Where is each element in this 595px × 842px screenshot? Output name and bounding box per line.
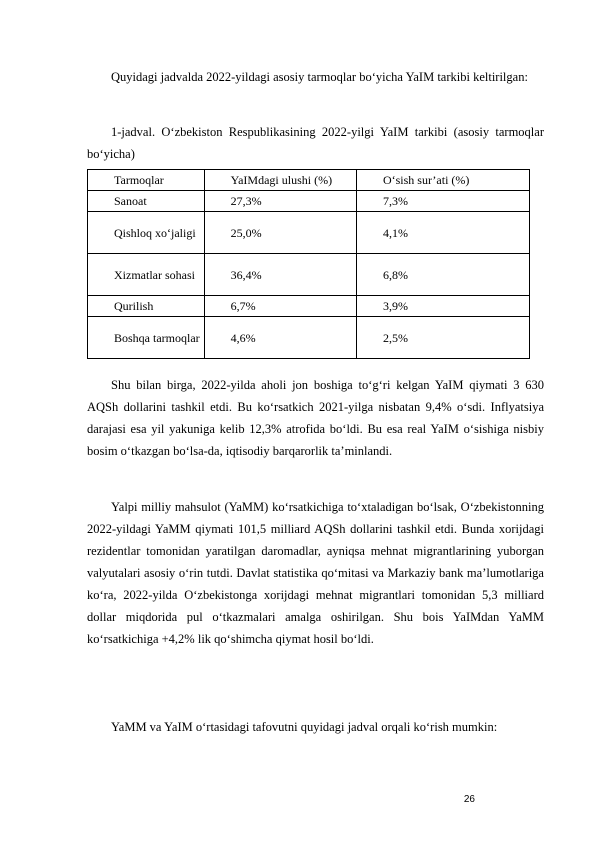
growth-cell: 7,3% xyxy=(356,191,529,212)
page-number: 26 xyxy=(463,794,475,805)
table-header-row xyxy=(88,170,530,191)
sector-cell: Boshqa tarmoqlar xyxy=(88,317,205,359)
share-cell: 36,4% xyxy=(204,254,356,296)
table-row xyxy=(88,212,530,254)
per-capita-paragraph: Shu bilan birga, 2022-yilda aholi jon boshiga to‘g‘ri kelgan YaIM qiymati 3 630 AQSh dollarini tashkil etdi. Bu ko‘rsatkich 2021-yilga nisbatan 9,4% o‘sdi. Inflyatsiya darajasi esa yil yakuniga kelib 12,3% atrofida bo‘ldi. Bu esa real YaIM o‘sishiga nisbiy bosim o‘tkazgan bo‘lsa-da, iqtisodiy barqarorlik ta’minlandi. xyxy=(87,378,544,458)
table-caption: 1-jadval. O‘zbekiston Respublikasining 2022-yilgi YaIM tarkibi (asosiy tarmoqlar bo‘yicha) xyxy=(87,125,544,161)
table-row xyxy=(88,296,530,317)
sector-cell: Xizmatlar sohasi xyxy=(88,254,205,296)
growth-cell: 2,5% xyxy=(356,317,529,359)
sector-cell: Qurilish xyxy=(88,296,205,317)
table-row xyxy=(88,317,530,359)
growth-cell: 3,9% xyxy=(356,296,529,317)
gdp-structure-table xyxy=(87,169,530,359)
share-cell: 27,3% xyxy=(204,191,356,212)
share-cell: 6,7% xyxy=(204,296,356,317)
share-cell: 4,6% xyxy=(204,317,356,359)
growth-cell: 6,8% xyxy=(356,254,529,296)
gni-paragraph: Yalpi milliy mahsulot (YaMM) ko‘rsatkichiga to‘xtaladigan bo‘lsak, O‘zbekistonning 2022-yildagi YaMM qiymati 101,5 milliard AQSh dollarini tashkil etdi. Bunda xorijdagi rezidentlar tomonidan yaratilgan daromadlar, ayniqsa mehnat migrantlarining yuborgan valyutalari asosiy o‘rin tutdi. Davlat statistika qo‘mitasi va Markaziy bank ma’lumotlariga ko‘ra, 2022-yilda O‘zbekistonga xorijdagi mehnat migrantlari tomonidan 5,3 milliard dollar miqdorida pul o‘tkazmalari amalga oshirilgan. Shu bois YaIMdan YaMM ko‘rsatkichiga +4,2% lik qo‘shimcha qiymat hosil bo‘ldi. xyxy=(87,500,544,646)
growth-cell: 4,1% xyxy=(356,212,529,254)
table-row xyxy=(88,191,530,212)
comparison-intro-paragraph: YaMM va YaIM o‘rtasidagi tafovutni quyidagi jadval orqali ko‘rish mumkin: xyxy=(111,720,498,734)
header-cell: Tarmoqlar xyxy=(88,170,205,191)
sector-cell: Qishloq xo‘jaligi xyxy=(88,212,205,254)
table-row xyxy=(88,254,530,296)
sector-cell: Sanoat xyxy=(88,191,205,212)
intro-paragraph: Quyidagi jadvalda 2022-yildagi asosiy tarmoqlar bo‘yicha YaIM tarkibi keltirilgan: xyxy=(111,70,528,84)
share-cell: 25,0% xyxy=(204,212,356,254)
header-cell: YaIMdagi ulushi (%) xyxy=(204,170,356,191)
header-cell: O‘sish sur’ati (%) xyxy=(356,170,529,191)
